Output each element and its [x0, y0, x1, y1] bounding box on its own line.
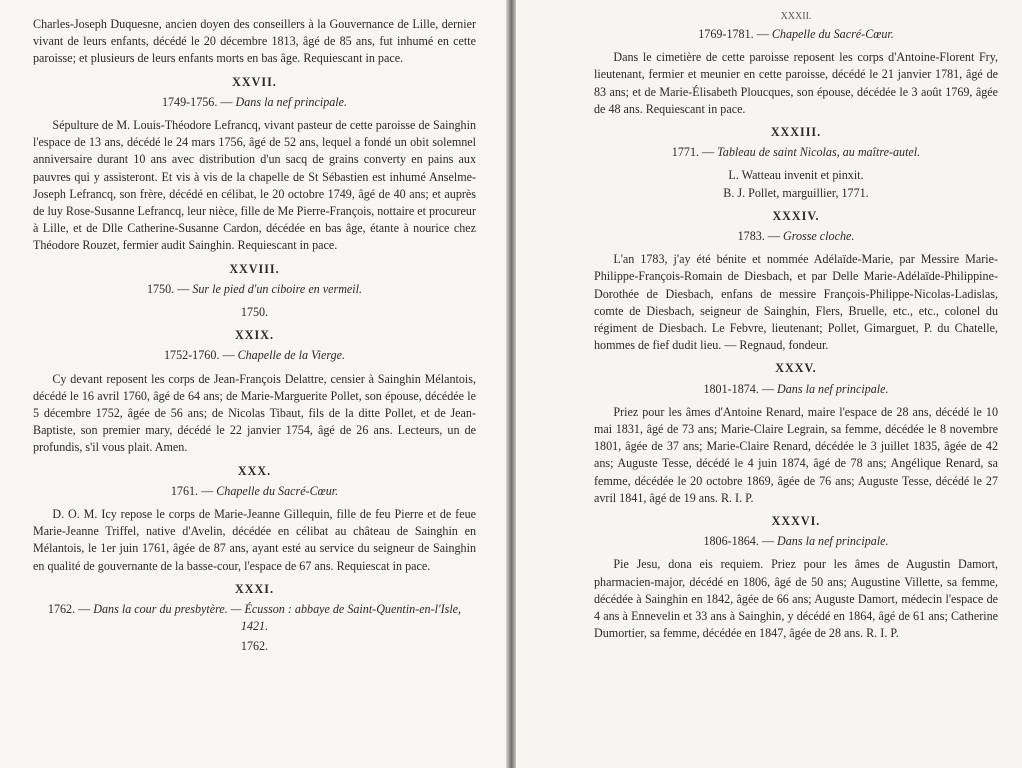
section-27-number: XXVII. [232, 74, 277, 89]
section-34-number: XXXIV. [772, 208, 820, 223]
section-34-location: Grosse cloche. [782, 229, 855, 244]
section-31-heading [33, 601, 476, 635]
section-29-dash: — [222, 348, 235, 363]
section-30-date: 1761. [170, 483, 199, 498]
section-29-heading [33, 347, 476, 364]
section-35-number: XXXV. [775, 361, 817, 376]
section-32-text: Dans le cimetière de cette paroisse reposent les corps d'Antoine-Florent Fry, lieutenant, fermier et meunier en cette paroisse, décédé le 21 janvier 1781, âgé de 83 ans; et de Marie-Élisabeth Ploucques, son épouse, décédée le 3 août 1769, âgée de 48 ans. Requiescant in pace. [594, 50, 998, 116]
section-33-number: XXXIII. [770, 125, 822, 140]
section-31-location: Dans la cour du presbytère. — Écusson : abbaye de Saint-Quentin-en-l'Isle, 1421. [93, 602, 462, 634]
section-33-line-2: B. J. Pollet, marguillier, 1771. [723, 185, 869, 200]
section-27-dash: — [220, 94, 233, 109]
section-36-heading [594, 533, 998, 550]
section-28-date: 1750. [146, 281, 175, 296]
section-30-dash: — [201, 483, 214, 498]
section-30-text: D. O. M. Icy repose le corps de Marie-Jeanne Gillequin, fille de feu Pierre et de feue Marie-Jeanne Triffel, native d'Avelin, décédée en célibat au château de Sainghin en Mélantois, le 1er juin 1761, âgée de 87 ans, ayant esté au service du seigneur de Sainghin en qualité de gouvernante de la basse-cour, l'espace de 67 ans. Requiescat in pace. [33, 507, 476, 573]
section-28-location: Sur le pied d'un ciboire en vermeil. [192, 281, 363, 296]
section-33-line-1: L. Watteau invenit et pinxit. [728, 168, 864, 183]
section-33-heading [594, 144, 998, 161]
section-27-location: Dans la nef principale. [235, 94, 348, 109]
section-30-number: XXX. [237, 463, 272, 478]
section-36-location: Dans la nef principale. [777, 534, 889, 549]
book-gutter [506, 0, 516, 768]
section-32-location: Chapelle du Sacré-Cœur. [771, 27, 894, 41]
section-36-number: XXXVI. [771, 514, 821, 529]
section-35-text: Priez pour les âmes d'Antoine Renard, maire l'espace de 28 ans, décédé le 10 mai 1831, âgé de 73 ans; Marie-Claire Legrain, sa femme, décédée le 8 novembre 1801, âgée de 37 ans; Marie-Claire Renard, décédée le 3 juillet 1835, âgée de 42 ans; Auguste Tesse, décédé le 4 juin 1874, âgé de 78 ans; Angélique Renard, sa femme, décédée le 20 octobre 1869, âgée de 76 ans; Auguste Tesse, décédé le 27 avril 1841, âgé de 19 ans. R. I. P. [594, 404, 998, 505]
section-33-dash: — [702, 145, 715, 160]
cut-off-heading: XXXII. [780, 12, 812, 22]
section-36-date: 1806-1864. [703, 534, 759, 549]
section-34-date: 1783. [737, 229, 765, 244]
right-page [516, 0, 1022, 768]
left-page [0, 0, 506, 768]
section-29-text: Cy devant reposent les corps de Jean-François Delattre, censier à Sainghin Mélantois, décédé le 16 avril 1760, âgé de 64 ans; de Marie-Marguerite Pollet, son épouse, décédée le 5 décembre 1752, âgée de 56 ans; de Nicolas Tibaut, fils de la ditte Pollet, et de Jean-Baptiste, son premier mary, décédé le 22 janvier 1754, âgé de 26 ans. Lecteurs, un de profundis, s'il vous plait. Amen. [33, 371, 476, 455]
section-30-location: Chapelle du Sacré-Cœur. [216, 483, 339, 498]
section-35-heading [594, 381, 998, 398]
section-29-date: 1752-1760. [163, 348, 220, 363]
section-32-date: 1769-1781. [698, 27, 754, 41]
section-31-date: 1762. [47, 602, 76, 617]
section-35-location: Dans la nef principale. [777, 381, 889, 396]
section-27-text: Sépulture de M. Louis-Théodore Lefrancq, vivant pasteur de cette paroisse de Sainghin l'espace de 13 ans, décédé le 24 mars 1756, âgé de 52 ans, lequel a fondé un obit solemnel anniversaire durant 10 ans avec distribution d'un sacq de grains converty en pains aux pauvres qui y assisteront. Et vis à vis de la chapelle de St Sébastien est inhumé Anselme-Joseph Lefrancq, son frère, décédé en célibat, le 20 octobre 1749, âgé de 40 ans; et auprès de luy Rose-Susanne Lefrancq, leur nièce, fille de Me Pierre-François, nottaire et procureur à Lille, et de Dlle Catherine-Susanne Cardon, décédée en bas âge, étante à nourice chez Théodore Rouzet, fermier audit Sainghin. Requiescant in pace. [33, 118, 476, 253]
section-29-number: XXIX. [235, 328, 274, 343]
section-35-date: 1801-1874. [703, 381, 759, 396]
section-32-dash: — [756, 27, 769, 41]
section-31-number: XXXI. [235, 581, 274, 596]
section-30-heading [33, 483, 476, 500]
section-28-dash: — [177, 281, 190, 296]
section-28-number: XXVIII. [229, 261, 280, 276]
section-31-dash: — [78, 602, 91, 617]
section-32-heading [594, 26, 998, 43]
section-28-heading [33, 281, 476, 298]
section-27-heading [33, 94, 476, 111]
section-29-location: Chapelle de la Vierge. [237, 348, 346, 363]
section-27-date: 1749-1756. [161, 94, 218, 109]
section-36-dash: — [761, 534, 774, 549]
section-36-text: Pie Jesu, dona eis requiem. Priez pour les âmes de Augustin Damort, pharmacien-major, décédé en 1806, âgé de 50 ans; Augustine Villette, sa femme, décédée à Sainghin en 1842, âgée de 66 ans; Auguste Damort, médecin l'espace de 4 ans à Ennevelin et 33 ans à Sainghin, y décédé en 1864, âgé de 61 ans; Catherine Dumortier, sa femme, décédée en 1847, âgée de 28 ans. R. I. P. [594, 557, 998, 641]
section-34-heading [594, 228, 998, 245]
section-33-date: 1771. [671, 145, 700, 160]
section-28-year: 1750. [240, 305, 269, 320]
section-31-year: 1762. [240, 638, 269, 653]
intro-paragraph: Charles-Joseph Duquesne, ancien doyen des conseillers à la Gouvernance de Lille, dernier vivant de leurs enfants, décédé le 20 décembre 1813, âgé de 85 ans, fut inhumé en cette paroisse; et plusieurs de leurs enfants morts en bas âge. Requiescant in pace. [33, 17, 476, 66]
section-35-dash: — [761, 381, 774, 396]
section-34-dash: — [767, 229, 780, 244]
section-33-location: Tableau de saint Nicolas, au maître-autel. [717, 145, 921, 160]
section-34-text: L'an 1783, j'ay été bénite et nommée Adélaïde-Marie, par Messire Marie-Philippe-François-Romain de Diesbach, et par Delle Marie-Adélaïde-Philippine-Dorothée de Diesbach, enfans de messire François-Philippe-Nicolas-Ladislas, comte de Diesbach, seigneur de Sainghin, Flers, Bruelle, etc., etc., colonel du régiment de Diesbach. Le Febvre, lieutenant; Pollet, Gimarguet, P. du Chatelle, hommes de fief dudit lieu. — Regnaud, fondeur. [594, 252, 998, 353]
